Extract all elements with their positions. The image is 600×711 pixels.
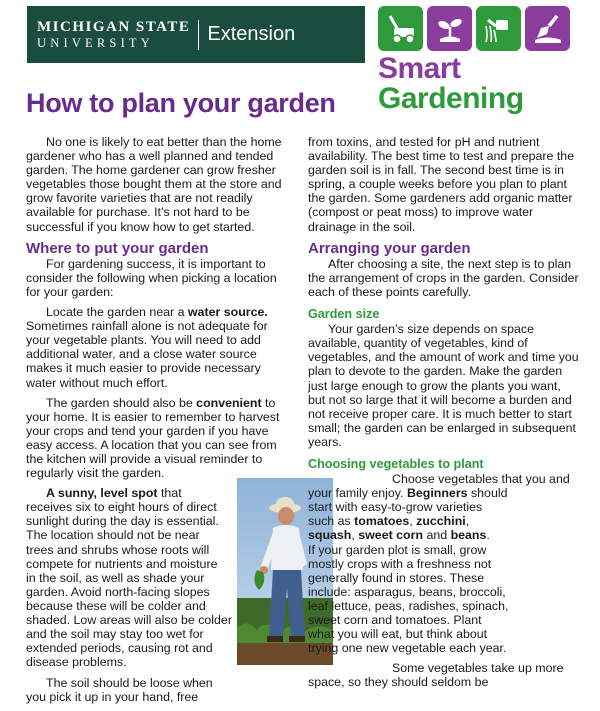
msu-wordmark xyxy=(37,20,190,50)
water-bold: water source. xyxy=(187,305,268,320)
sunny-l3: sunlight during the day is essential. xyxy=(26,514,219,529)
conv-post: to your home. It is easier to remember to harvest your crops and tend your garden if you have easy access. A location that you can see from the kitchen will provide a visual reminder to regularly visit the garden. xyxy=(26,395,280,481)
beginners-bold: Beginners xyxy=(406,486,468,501)
choose-l9: include: asparagus, beans, broccoli, xyxy=(308,584,506,599)
water-post: Sometimes rainfall alone is not adequate for your vegetable plants. You will need to add additional water, and a close water source makes it much easier to provide necessary water without much effort. xyxy=(26,319,268,390)
sunny-bold: A sunny, level spot xyxy=(46,486,158,501)
sunny-l11: and the soil may stay too wet for xyxy=(26,627,204,642)
choosing-paragraph xyxy=(308,472,580,655)
brand-smart: Smart xyxy=(378,52,461,85)
smart-gardening-logo xyxy=(378,54,600,114)
sunny-l12: extended periods, causing rot and xyxy=(26,641,213,656)
choose-l11: sweet corn and tomatoes. Plant xyxy=(308,613,482,627)
choose-l10: leaf lettuce, peas, radishes, spinach, xyxy=(308,598,509,613)
choose-l13: trying one new vegetable each year. xyxy=(308,641,507,656)
soil-paragraph xyxy=(26,676,294,704)
and-text: and xyxy=(423,528,451,543)
msu-line2: UNIVERSITY xyxy=(37,35,154,50)
sunny-l13: disease problems. xyxy=(26,655,127,670)
where-heading: Where to put your garden xyxy=(26,239,209,257)
brand-gardening: Gardening xyxy=(378,82,524,115)
msu-extension-banner xyxy=(27,6,365,63)
arranging-paragraph: After choosing a site, the next step is to plan the arrangement of crops in the garden. Consider each of these points carefully. xyxy=(308,256,579,299)
smart-gardening-icons xyxy=(378,6,570,51)
trowel-icon xyxy=(525,6,570,51)
location-paragraph: For gardening success, it is important to consider the following when picking a location for your garden: xyxy=(26,256,277,299)
conv-pre: The garden should also be xyxy=(46,395,197,410)
period: . xyxy=(486,528,490,543)
choose-l7: mostly crops with a freshness not xyxy=(308,556,492,571)
space-l2: space, so they should seldom be xyxy=(308,675,489,690)
garden-size-paragraph: Your garden’s size depends on space available, quantity of vegetables, kind of vegetables, and the amount of work and time you plan to devote to the garden. Make the garden just large enough to grow the plants you want, but not so large that it will become a burden and not receive proper care. It is much better to start small; the garden can be enlarged in subsequent years. xyxy=(308,322,579,449)
lawn-mower-icon xyxy=(378,6,423,51)
extension-label: Extension xyxy=(207,23,296,45)
page-title: How to plan your garden xyxy=(26,88,336,118)
soil-l2: you pick it up in your hand, free xyxy=(26,690,199,705)
soil-continued-paragraph: from toxins, and tested for pH and nutrient availability. The best time to test and prepare the garden soil is in fall. The second best time is in spring, a couple weeks before you plan to plant the garden. Some gardeners add organic matter (compost or peat moss) to improve water drainage in the soil. xyxy=(308,135,575,234)
beans-bold: beans xyxy=(450,528,487,543)
choose-l3: start with easy-to-grow varieties xyxy=(308,500,483,515)
sunny-l7: in the soil, as well as shade your xyxy=(26,570,205,585)
msu-line1: MICHIGAN STATE xyxy=(37,18,191,35)
sunny-l6: compete for nutrients and moisture xyxy=(26,556,218,571)
sweetcorn-bold: sweet corn xyxy=(358,528,424,543)
intro-paragraph: No one is likely to eat better than the home gardener who has a well planned and tended garden. The home gardener can grow fresher vegetables those bought them at the store and grow favorite varieties that are not readily available for purchase. It’s not hard to be successful if you know how to get started. xyxy=(26,135,282,234)
comma1: , xyxy=(409,514,417,529)
zucchini-bold: zucchini xyxy=(416,514,466,529)
right-column xyxy=(308,135,580,695)
seedling-icon xyxy=(427,6,472,51)
banner-divider xyxy=(198,20,199,50)
sunny-l4: The location should not be near xyxy=(26,528,200,543)
sunny-l9: because these will be colder and xyxy=(26,598,206,613)
choose-l8: generally found in stores. These xyxy=(308,570,485,585)
choose-l6: If your garden plot is small, grow xyxy=(308,542,487,557)
choose-l12: what you will eat, but think about xyxy=(308,627,488,642)
watering-can-icon xyxy=(476,6,521,51)
choose-l4: such as xyxy=(308,514,355,529)
sunny-l8: garden. Avoid north-facing slopes xyxy=(26,584,210,599)
choose-l2-post: should xyxy=(467,486,508,501)
water-source-paragraph xyxy=(26,305,294,390)
sunny-l2: receives six to eight hours of direct xyxy=(26,500,217,515)
soil-l1: The soil should be loose when xyxy=(46,676,213,691)
space-paragraph xyxy=(308,661,580,689)
sunny-l1: that xyxy=(157,486,182,501)
garden-size-heading: Garden size xyxy=(308,307,380,322)
choose-l2-pre: your family enjoy. xyxy=(308,486,407,501)
sunny-l5: trees and shrubs whose roots will xyxy=(26,542,210,557)
squash-bold: squash xyxy=(308,528,352,543)
comma3: , xyxy=(351,528,359,543)
choose-l1: Choose vegetables that you and xyxy=(392,472,570,487)
choosing-heading: Choosing vegetables to plant xyxy=(308,456,484,471)
sunny-l10: shaded. Low areas will also be colder xyxy=(26,613,232,627)
conv-bold: convenient xyxy=(196,395,262,410)
space-l1: Some vegetables take up more xyxy=(392,661,564,676)
comma2: , xyxy=(465,514,470,529)
convenient-paragraph xyxy=(26,396,294,481)
water-pre: Locate the garden near a xyxy=(46,305,188,320)
arranging-heading: Arranging your garden xyxy=(308,239,471,257)
tomatoes-bold: tomatoes xyxy=(354,514,410,529)
